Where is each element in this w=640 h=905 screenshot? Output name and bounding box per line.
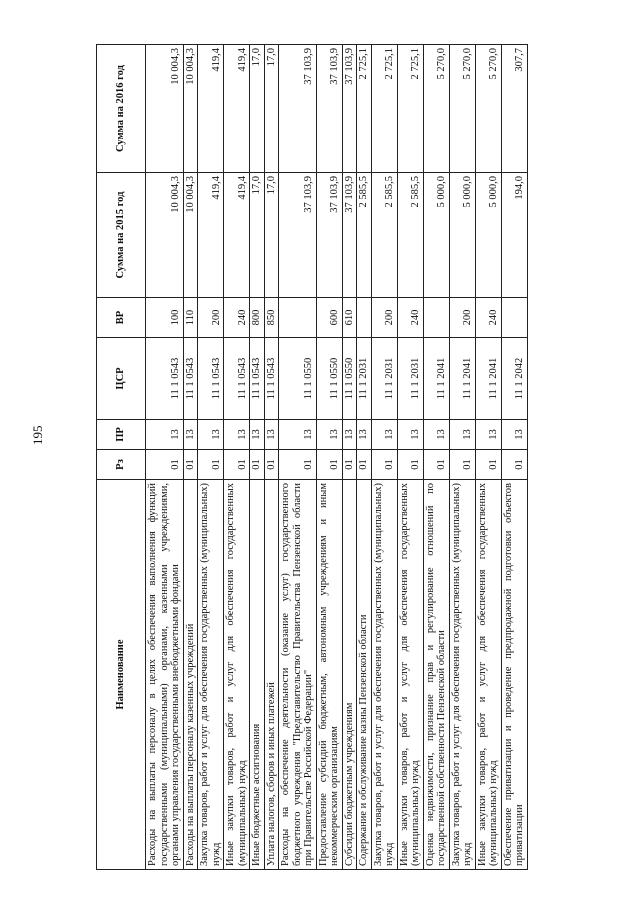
row-rz: 01 — [475, 450, 501, 480]
row-vr: 240 — [224, 298, 250, 338]
row-pr: 13 — [423, 420, 449, 450]
table-row — [146, 45, 184, 870]
header-sum-2015: Сумма на 2015 год — [97, 173, 146, 298]
row-csr: 11 1 0543 — [264, 338, 279, 420]
row-sum-2016: 419,4 — [224, 45, 250, 173]
row-csr: 11 1 0550 — [342, 338, 357, 420]
row-csr: 11 1 0550 — [316, 338, 342, 420]
budget-table — [96, 44, 528, 870]
page-number: 195 — [30, 425, 45, 445]
row-vr: 200 — [371, 298, 397, 338]
row-pr: 13 — [198, 420, 224, 450]
row-sum-2015: 37 103,9 — [279, 173, 317, 298]
table-row — [501, 45, 527, 870]
row-csr: 11 1 2041 — [423, 338, 449, 420]
table-row — [423, 45, 449, 870]
row-csr: 11 1 0543 — [224, 338, 250, 420]
row-pr: 13 — [224, 420, 250, 450]
row-sum-2016: 37 103,9 — [342, 45, 357, 173]
row-rz: 01 — [501, 450, 527, 480]
row-pr: 13 — [449, 420, 475, 450]
row-pr: 13 — [146, 420, 184, 450]
row-name: Оценка недвижимости, признание прав и регулирование отношений по государственной собственности Пензенской области — [423, 480, 449, 870]
row-csr: 11 1 0543 — [183, 338, 198, 420]
header-csr: ЦСР — [97, 338, 146, 420]
row-vr — [501, 298, 527, 338]
row-csr: 11 1 2041 — [475, 338, 501, 420]
row-name: Закупка товаров, работ и услуг для обеспечения государственных (муниципальных) нужд — [371, 480, 397, 870]
row-vr: 200 — [449, 298, 475, 338]
row-sum-2015: 419,4 — [198, 173, 224, 298]
header-pr: ПР — [97, 420, 146, 450]
row-rz: 01 — [371, 450, 397, 480]
row-name: Закупка товаров, работ и услуг для обеспечения государственных (муниципальных) нужд — [449, 480, 475, 870]
row-csr: 11 1 0543 — [198, 338, 224, 420]
row-vr: 800 — [250, 298, 265, 338]
row-sum-2016: 10 004,3 — [146, 45, 184, 173]
row-sum-2016: 10 004,3 — [183, 45, 198, 173]
row-rz: 01 — [264, 450, 279, 480]
row-pr: 13 — [264, 420, 279, 450]
row-sum-2015: 17,0 — [250, 173, 265, 298]
row-sum-2015: 2 585,5 — [357, 173, 372, 298]
row-csr: 11 1 2031 — [371, 338, 397, 420]
row-sum-2016: 17,0 — [264, 45, 279, 173]
header-name: Наименование — [97, 480, 146, 870]
row-vr: 850 — [264, 298, 279, 338]
row-pr: 13 — [316, 420, 342, 450]
row-csr: 11 1 2031 — [397, 338, 423, 420]
row-sum-2016: 37 103,9 — [316, 45, 342, 173]
table-header-row — [97, 45, 146, 870]
row-pr: 13 — [397, 420, 423, 450]
row-pr: 13 — [183, 420, 198, 450]
row-name: Обеспечение приватизации и проведение предпродажной подготовки объектов приватизации — [501, 480, 527, 870]
row-vr — [357, 298, 372, 338]
row-rz: 01 — [342, 450, 357, 480]
row-sum-2015: 5 000,0 — [423, 173, 449, 298]
table-row — [475, 45, 501, 870]
row-sum-2016: 307,7 — [501, 45, 527, 173]
row-rz: 01 — [423, 450, 449, 480]
row-rz: 01 — [316, 450, 342, 480]
row-sum-2015: 5 000,0 — [449, 173, 475, 298]
row-name: Предоставление субсидий бюджетным, автономным учреждениям и иным некоммерческим организациям — [316, 480, 342, 870]
table-row — [371, 45, 397, 870]
header-sum-2016: Сумма на 2016 год — [97, 45, 146, 173]
rotated-page-content — [96, 45, 626, 870]
row-rz: 01 — [198, 450, 224, 480]
row-sum-2016: 2 725,1 — [371, 45, 397, 173]
table-row — [316, 45, 342, 870]
row-sum-2016: 5 270,0 — [423, 45, 449, 173]
row-rz: 01 — [357, 450, 372, 480]
row-name: Иные бюджетные ассигнования — [250, 480, 265, 870]
row-pr: 13 — [342, 420, 357, 450]
header-rz: Рз — [97, 450, 146, 480]
row-sum-2015: 37 103,9 — [342, 173, 357, 298]
row-rz: 01 — [449, 450, 475, 480]
row-vr — [423, 298, 449, 338]
row-sum-2015: 37 103,9 — [316, 173, 342, 298]
row-rz: 01 — [146, 450, 184, 480]
row-rz: 01 — [279, 450, 317, 480]
row-name: Субсидии бюджетным учреждениям — [342, 480, 357, 870]
row-sum-2015: 5 000,0 — [475, 173, 501, 298]
row-pr: 13 — [357, 420, 372, 450]
row-vr — [279, 298, 317, 338]
table-row — [342, 45, 357, 870]
row-sum-2015: 419,4 — [224, 173, 250, 298]
row-name: Содержание и обслуживание казны Пензенской области — [357, 480, 372, 870]
row-vr: 100 — [146, 298, 184, 338]
row-sum-2015: 17,0 — [264, 173, 279, 298]
row-pr: 13 — [501, 420, 527, 450]
row-csr: 11 1 0543 — [146, 338, 184, 420]
row-vr: 240 — [475, 298, 501, 338]
table-row — [250, 45, 265, 870]
table-row — [279, 45, 317, 870]
row-csr: 11 1 0543 — [250, 338, 265, 420]
table-row — [183, 45, 198, 870]
row-sum-2016: 2 725,1 — [357, 45, 372, 173]
row-csr: 11 1 2041 — [449, 338, 475, 420]
table-row — [449, 45, 475, 870]
row-pr: 13 — [279, 420, 317, 450]
row-rz: 01 — [397, 450, 423, 480]
table-row — [264, 45, 279, 870]
row-name: Расходы на обеспечение деятельности (оказание услуг) государственного бюджетного учреждения "Представительство Правительства Пензенской области при Правительстве Российской Федерации" — [279, 480, 317, 870]
row-csr: 11 1 0550 — [279, 338, 317, 420]
row-name: Уплата налогов, сборов и иных платежей — [264, 480, 279, 870]
row-name: Иные закупки товаров, работ и услуг для обеспечения государственных (муниципальных) нужд — [397, 480, 423, 870]
row-pr: 13 — [371, 420, 397, 450]
row-sum-2015: 2 585,5 — [371, 173, 397, 298]
row-name: Иные закупки товаров, работ и услуг для обеспечения государственных (муниципальных) нужд — [224, 480, 250, 870]
row-rz: 01 — [224, 450, 250, 480]
row-vr: 610 — [342, 298, 357, 338]
row-name: Иные закупки товаров, работ и услуг для обеспечения государственных (муниципальных) нужд — [475, 480, 501, 870]
row-vr: 600 — [316, 298, 342, 338]
table-row — [357, 45, 372, 870]
row-csr: 11 1 2042 — [501, 338, 527, 420]
row-sum-2016: 419,4 — [198, 45, 224, 173]
table-row — [198, 45, 224, 870]
row-name: Расходы на выплаты персоналу в целях обеспечения выполнения функций государственными (муниципальными) органами, казенными учреждениями, органами управления государственными внебюджетными фондами — [146, 480, 184, 870]
table-row — [397, 45, 423, 870]
row-name: Расходы на выплаты персоналу казенных учреждений — [183, 480, 198, 870]
row-sum-2015: 10 004,3 — [146, 173, 184, 298]
row-sum-2015: 10 004,3 — [183, 173, 198, 298]
table-row — [224, 45, 250, 870]
row-vr: 110 — [183, 298, 198, 338]
row-sum-2015: 194,0 — [501, 173, 527, 298]
row-csr: 11 1 2031 — [357, 338, 372, 420]
row-rz: 01 — [183, 450, 198, 480]
row-pr: 13 — [475, 420, 501, 450]
row-pr: 13 — [250, 420, 265, 450]
row-name: Закупка товаров, работ и услуг для обеспечения государственных (муниципальных) нужд — [198, 480, 224, 870]
row-sum-2016: 37 103,9 — [279, 45, 317, 173]
row-sum-2016: 2 725,1 — [397, 45, 423, 173]
row-sum-2016: 17,0 — [250, 45, 265, 173]
row-vr: 240 — [397, 298, 423, 338]
header-vr: ВР — [97, 298, 146, 338]
row-sum-2016: 5 270,0 — [475, 45, 501, 173]
row-sum-2016: 5 270,0 — [449, 45, 475, 173]
row-rz: 01 — [250, 450, 265, 480]
row-sum-2015: 2 585,5 — [397, 173, 423, 298]
row-vr: 200 — [198, 298, 224, 338]
